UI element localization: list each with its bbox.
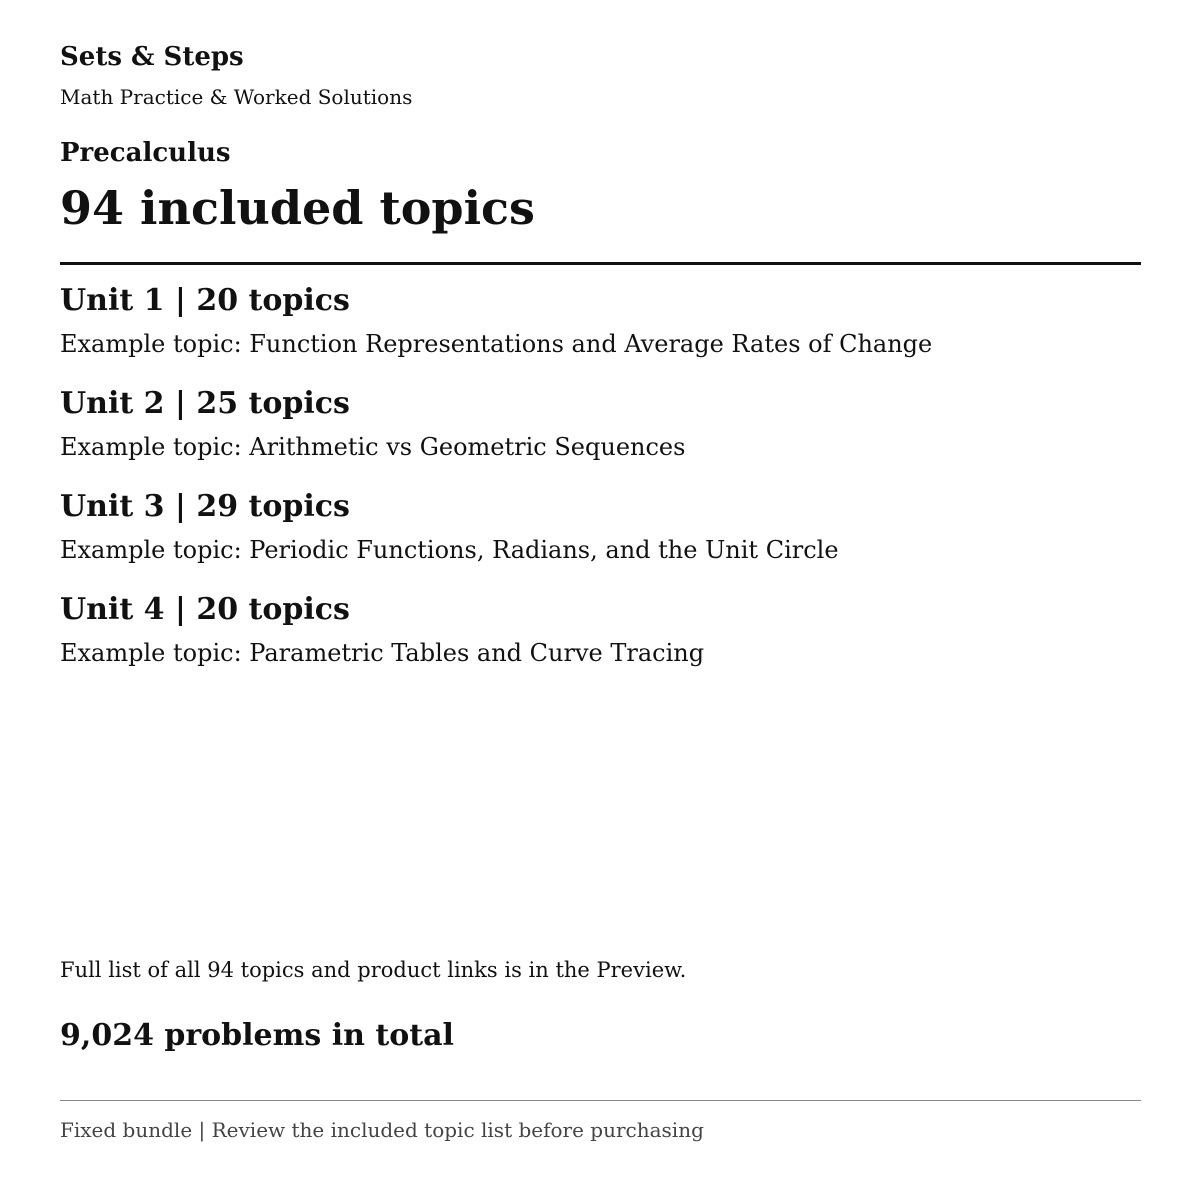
unit-item [60,385,1141,488]
page-title: 94 included topics [60,181,535,235]
footer-divider [60,1100,1141,1101]
unit-title: Unit 3 | 29 topics [60,489,350,524]
footer-text: Fixed bundle | Review the included topic list before purchasing [60,1118,704,1142]
unit-example-topic: Example topic: Parametric Tables and Curve Tracing [60,639,705,667]
unit-item [60,282,1141,385]
unit-title: Unit 4 | 20 topics [60,592,350,627]
unit-item [60,488,1141,591]
preview-note: Full list of all 94 topics and product links is in the Preview. [60,958,687,982]
course-subject: Precalculus [60,138,231,168]
unit-title: Unit 1 | 20 topics [60,283,350,318]
unit-item [60,591,1141,694]
unit-example-topic: Example topic: Periodic Functions, Radians, and the Unit Circle [60,536,839,564]
product-page [60,0,1141,1200]
problem-total: 9,024 problems in total [60,1018,454,1053]
brand-tagline: Math Practice & Worked Solutions [60,85,413,109]
unit-title: Unit 2 | 25 topics [60,386,350,421]
unit-list [60,282,1141,694]
brand-name: Sets & Steps [60,42,244,72]
header-divider [60,262,1141,265]
unit-example-topic: Example topic: Arithmetic vs Geometric Sequences [60,433,686,461]
unit-example-topic: Example topic: Function Representations and Average Rates of Change [60,330,933,358]
